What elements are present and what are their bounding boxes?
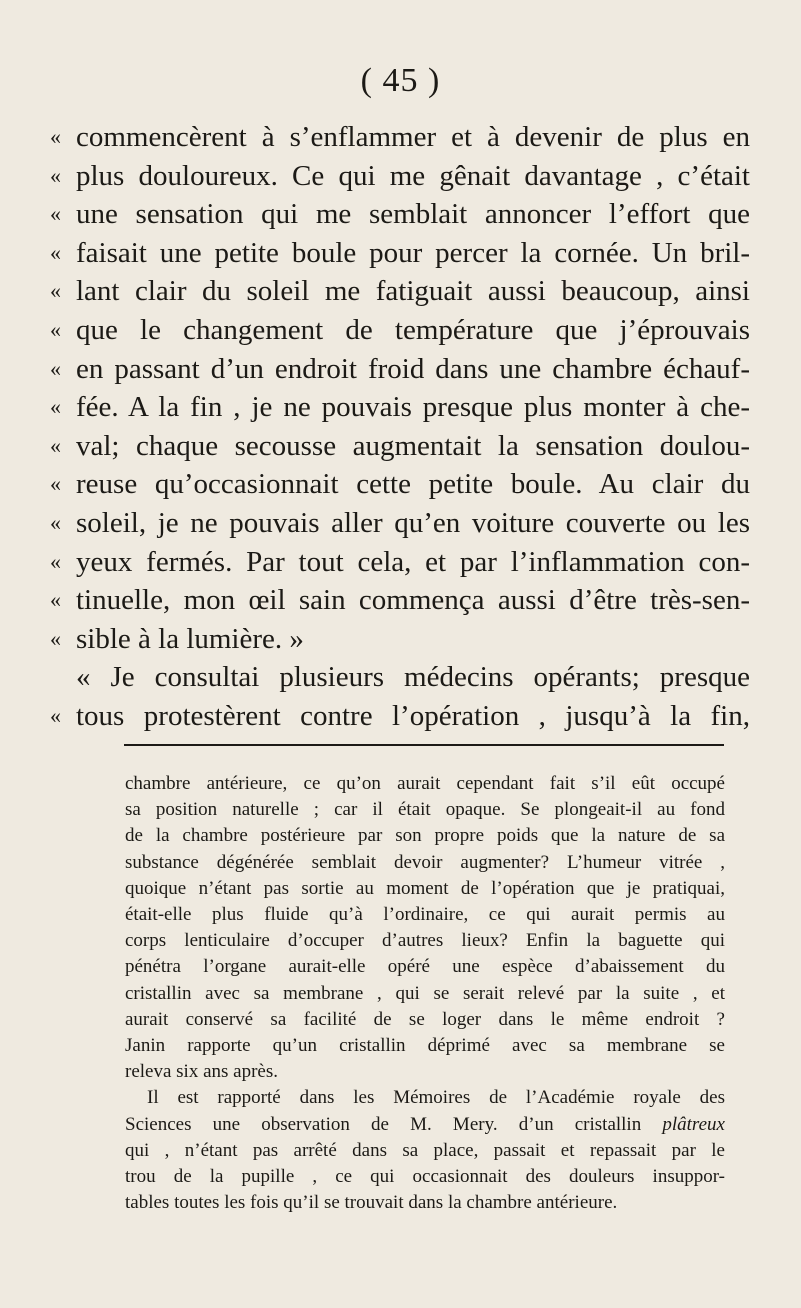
footnote-line-text: trou de la pupille , ce qui occasionnait des douleurs insuppor- xyxy=(125,1166,725,1188)
footnote-line-text: Il est rapporté dans les Mémoires de l’Académie royale des xyxy=(147,1087,725,1109)
main-line-text: faisait une petite boule pour percer la cornée. Un bril- xyxy=(76,236,750,269)
main-line-text: soleil, je ne pouvais aller qu’en voiture couverte ou les xyxy=(76,506,750,539)
footnote-line xyxy=(125,902,725,928)
main-text-block xyxy=(50,118,750,736)
footnote-line-text: chambre antérieure, ce qu’on aurait cependant fait s’il eût occupé xyxy=(125,773,725,794)
footnote-line xyxy=(125,1138,725,1164)
footnote-line-text: Janin rapporte qu’un cristallin déprimé avec sa membrane se xyxy=(125,1035,725,1057)
main-text-line xyxy=(50,157,750,196)
main-line-text: reuse qu’occasionnait cette petite boule. Au clair du xyxy=(76,468,750,501)
footnote-line xyxy=(125,928,725,954)
main-text-line xyxy=(50,234,750,273)
main-text-line xyxy=(50,658,750,697)
main-line-text: que le changement de température que j’éprouvais xyxy=(76,313,750,346)
footnote-italic-term: plâtreux xyxy=(662,1113,725,1135)
main-text-line xyxy=(50,427,750,466)
footnote-line xyxy=(125,981,725,1007)
quote-mark: « xyxy=(50,548,61,574)
quote-mark: « xyxy=(50,316,61,342)
footnote-line-text: Sciences une observation de M. Mery. d’un cristallin xyxy=(125,1113,663,1135)
footnote-line xyxy=(125,954,725,980)
footnote-line xyxy=(125,1164,725,1190)
footnote-line-text: substance dégénérée semblait devoir augmenter? L’humeur vitrée , xyxy=(125,851,725,873)
main-text-line xyxy=(50,697,750,736)
footnote-line-text: corps lenticulaire d’occuper d’autres lieux? Enfin la baguette qui xyxy=(125,930,725,952)
quote-mark: « xyxy=(50,124,61,149)
footnote-line-text: releva six ans après. xyxy=(125,1061,278,1083)
main-text-line xyxy=(50,504,750,543)
footnote-line xyxy=(125,850,725,876)
footnote-line xyxy=(125,876,725,902)
footnote-line xyxy=(125,797,725,823)
footnote-line-text: pénétra l’organe aurait-elle opéré une espèce d’abaissement du xyxy=(125,956,725,978)
quote-mark: « xyxy=(50,471,61,497)
footnote-line xyxy=(125,1007,725,1033)
main-text-line xyxy=(50,620,750,659)
quote-mark xyxy=(50,658,76,697)
footnote-line-text: quoique n’étant pas sortie au moment de l’opération que je pratiquai, xyxy=(125,877,725,899)
main-line-text: en passant d’un endroit froid dans une chambre échauf- xyxy=(76,352,750,385)
quote-mark: « xyxy=(50,239,61,265)
quote-mark: « xyxy=(50,201,61,227)
quote-mark: « xyxy=(50,432,61,458)
main-line-text: val; chaque secousse augmentait la sensation doulou- xyxy=(76,429,750,462)
main-text-line xyxy=(50,543,750,582)
footnote-line xyxy=(125,823,725,849)
main-line-text: fée. A la fin , je ne pouvais presque plus monter à che- xyxy=(76,391,750,424)
main-line-text: commencèrent à s’enflammer et à devenir de plus en xyxy=(76,121,750,153)
main-text-line xyxy=(50,118,750,157)
footnote-line xyxy=(125,1033,725,1059)
footnote-line-text: cristallin avec sa membrane , qui se serait relevé par la suite , et xyxy=(125,982,725,1004)
main-text-line xyxy=(50,311,750,350)
footnote-rule xyxy=(124,744,724,746)
footnote-line xyxy=(125,1085,725,1111)
footnote-line xyxy=(125,771,725,797)
page-number: ( 45 ) xyxy=(360,62,441,99)
main-line-text: « Je consultai plusieurs médecins opérants; presque xyxy=(76,661,750,694)
quote-mark: « xyxy=(50,162,61,188)
main-text-line xyxy=(50,350,750,389)
quote-mark: « xyxy=(50,702,61,728)
footnote-line-text: était-elle plus fluide qu’à l’ordinaire, ce qui aurait permis au xyxy=(125,904,725,926)
main-line-text: tinuelle, mon œil sain commença aussi d’être très-sen- xyxy=(76,584,750,617)
main-text-line xyxy=(50,581,750,620)
footnote-line-text: de la chambre postérieure par son propre poids que la nature de sa xyxy=(125,825,725,847)
main-line-text: lant clair du soleil me fatiguait aussi beaucoup, ainsi xyxy=(76,275,750,308)
footnote-line xyxy=(125,1059,725,1085)
footnote-line-text: qui , n’étant pas arrêté dans sa place, passait et repassait par le xyxy=(125,1139,725,1161)
quote-mark: « xyxy=(50,394,61,420)
main-text-line xyxy=(50,465,750,504)
quote-mark: « xyxy=(50,509,61,535)
footnote-line-text: tables toutes les fois qu’il se trouvait dans la chambre antérieure. xyxy=(125,1192,618,1214)
quote-mark: « xyxy=(50,278,61,304)
footnote-block xyxy=(125,771,725,1216)
footnote-line-text: aurait conservé sa facilité de se loger dans le même endroit ? xyxy=(125,1008,725,1030)
footnote-line xyxy=(125,1112,725,1138)
main-line-text: plus douloureux. Ce qui me gênait davantage , c’était xyxy=(76,159,750,192)
quote-mark: « xyxy=(50,587,61,613)
main-text-line xyxy=(50,272,750,311)
quote-mark: « xyxy=(50,355,61,381)
main-line-text: une sensation qui me semblait annoncer l’effort que xyxy=(76,198,750,231)
main-line-text: sible à la lumière. » xyxy=(76,622,304,655)
main-line-text: yeux fermés. Par tout cela, et par l’inflammation con- xyxy=(76,545,750,578)
main-text-line xyxy=(50,195,750,234)
footnote-line xyxy=(125,1190,725,1216)
main-text-line xyxy=(50,388,750,427)
footnote-line-text: sa position naturelle ; car il était opaque. Se plongeait-il au fond xyxy=(125,799,725,821)
main-line-text: tous protestèrent contre l’opération , jusqu’à la fin, xyxy=(76,699,750,732)
quote-mark: « xyxy=(50,625,61,651)
